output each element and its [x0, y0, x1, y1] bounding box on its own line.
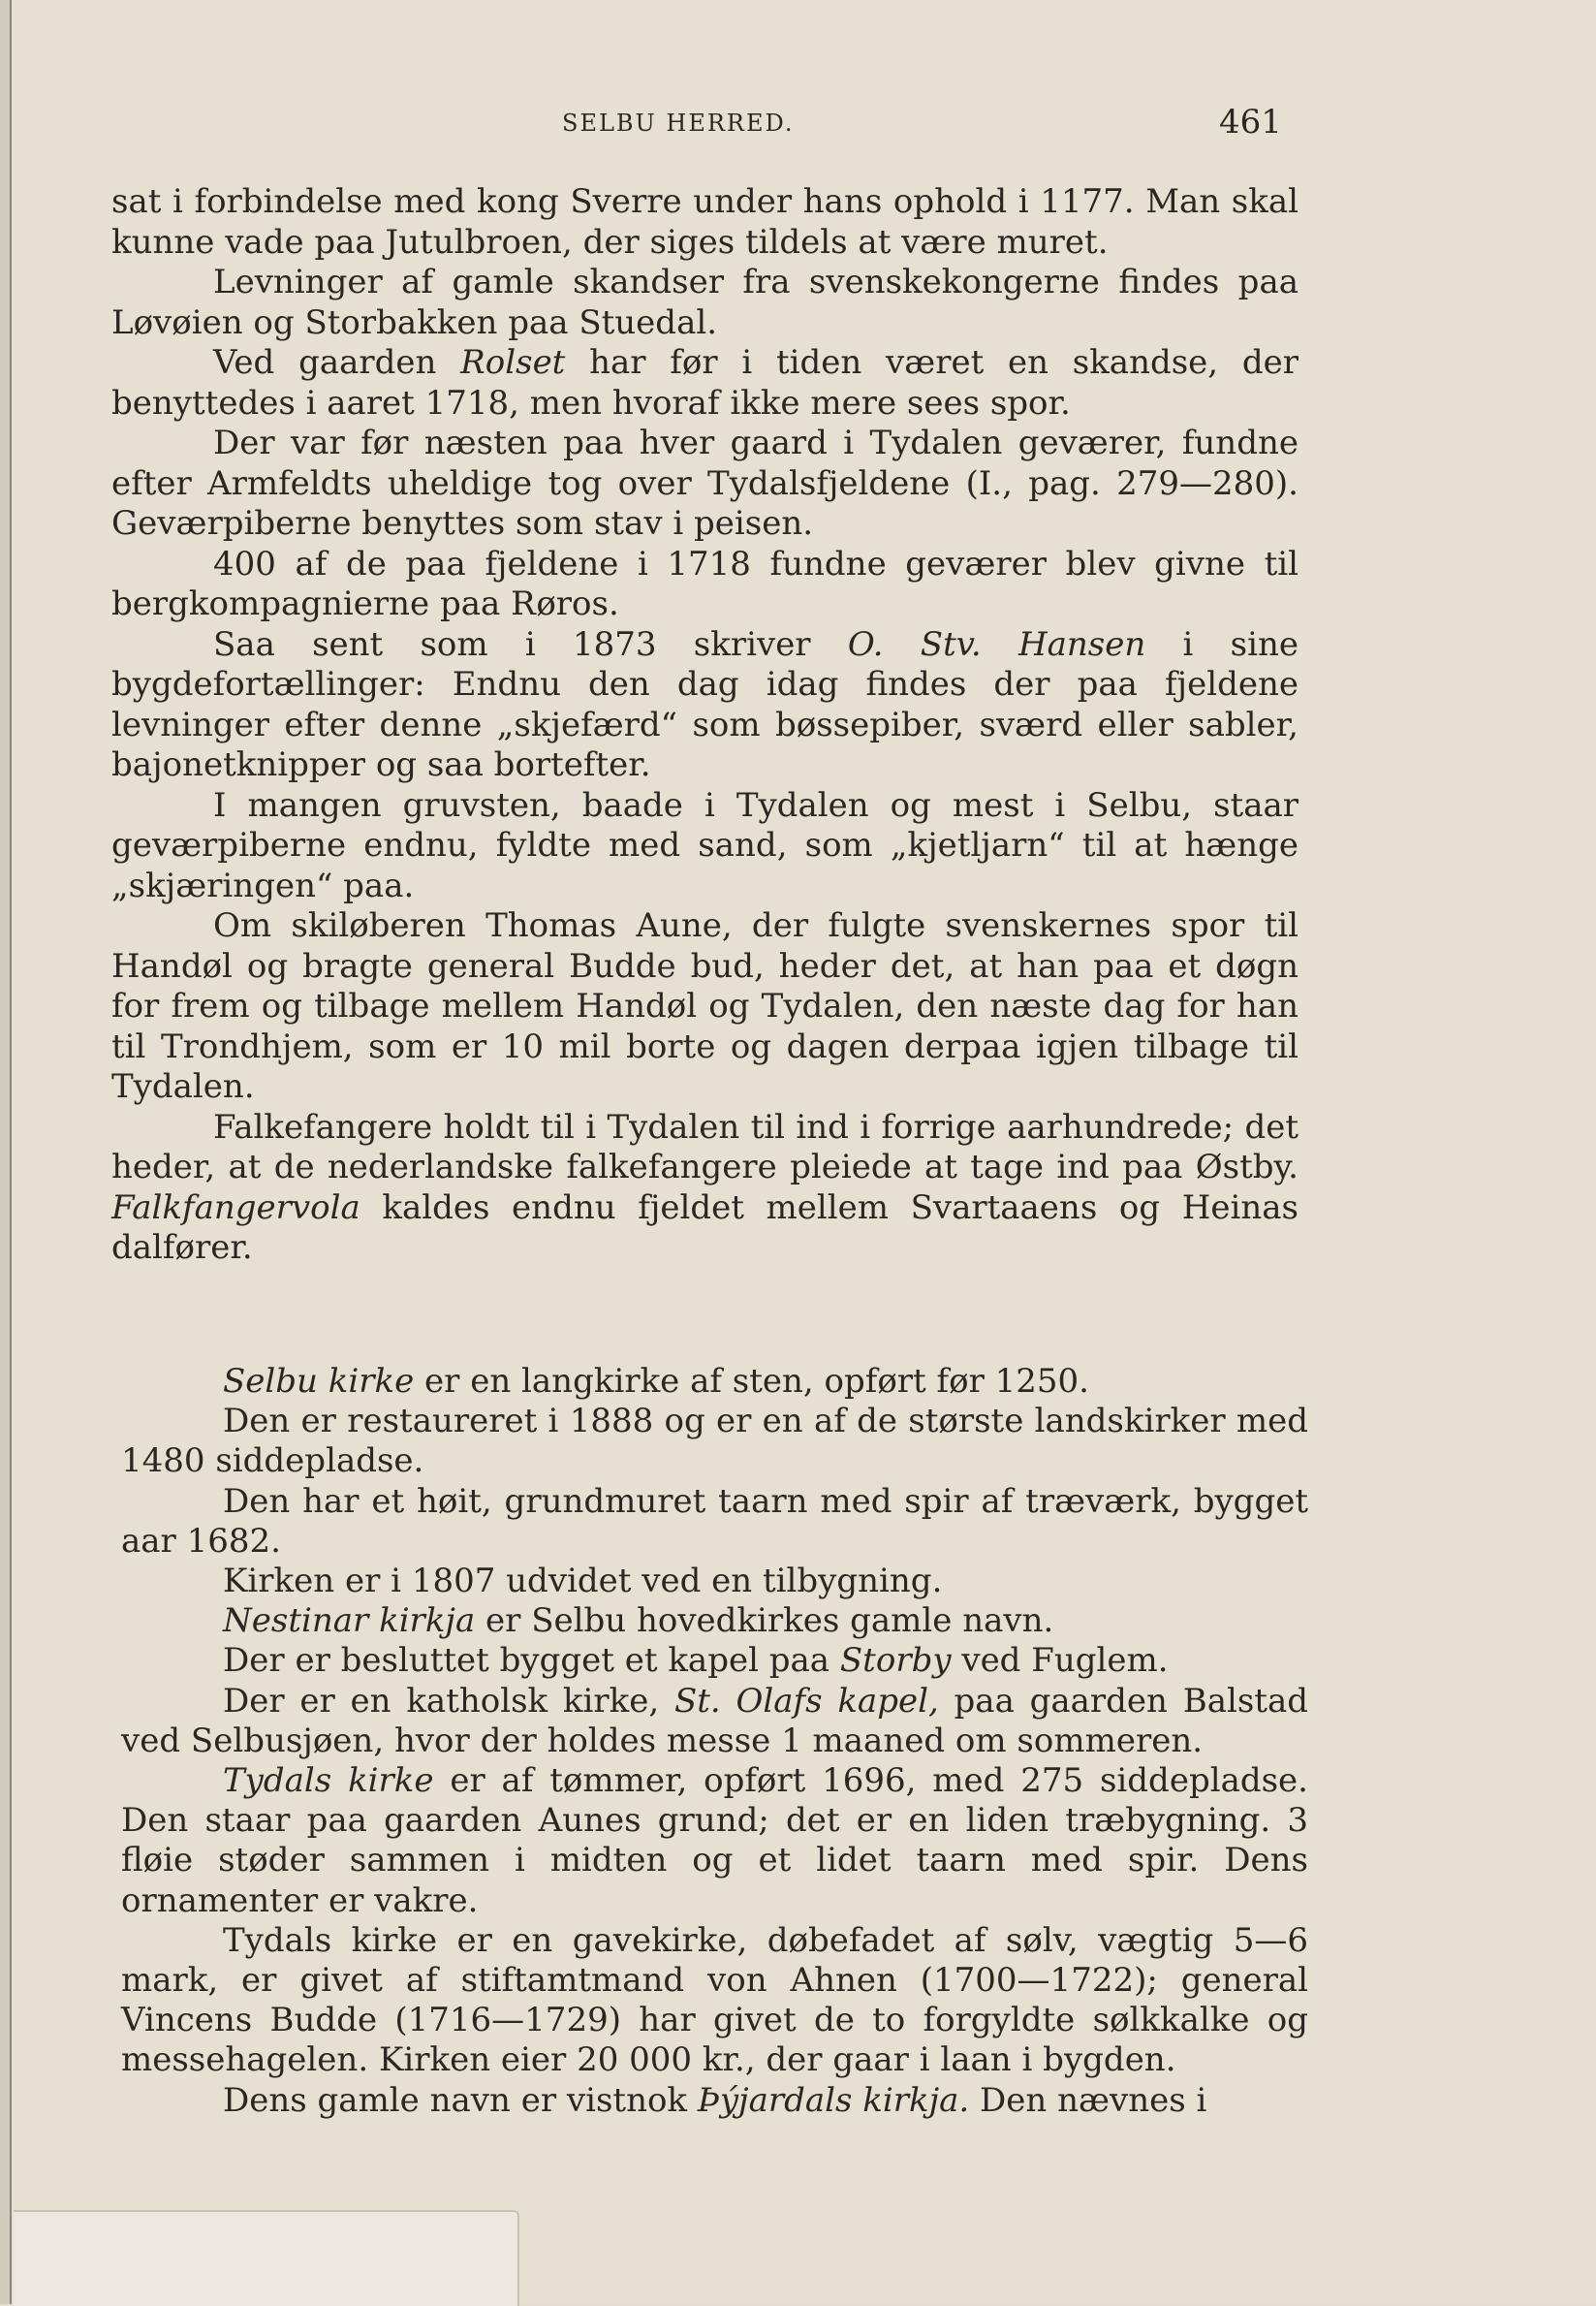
text-run: Der er besluttet bygget et kapel paa	[223, 1641, 840, 1681]
text-run: Den nævnes i	[969, 2080, 1207, 2120]
paragraph	[121, 1682, 1308, 1761]
paragraph	[111, 424, 1299, 545]
text-run: Den har et høit, grundmuret taarn med spir af træværk, bygget aar 1682.	[121, 1481, 1308, 1561]
paper-slip	[14, 2210, 519, 2306]
paragraph	[121, 1601, 1308, 1641]
text-run: er en langkirke af sten, opført før 1250.	[414, 1362, 1089, 1401]
italic-term: Storby	[839, 1641, 952, 1681]
paragraph	[121, 1562, 1308, 1601]
paragraph	[111, 786, 1299, 907]
paragraph	[111, 263, 1299, 343]
text-run: Dens gamle navn er vistnok	[223, 2080, 698, 2120]
text-run: paa gaarden Balstad ved Selbusjøen, hvor der holdes messe 1 maaned om sommeren.	[121, 1681, 1308, 1760]
italic-term: Selbu kirke	[223, 1362, 415, 1401]
text-block-bottom	[121, 1362, 1308, 2121]
text-run: Der er en katholsk kirke,	[223, 1681, 674, 1721]
paragraph	[121, 1362, 1308, 1402]
paragraph	[111, 343, 1299, 424]
page-edge-shadow	[0, 0, 10, 2304]
text-run: ved Fuglem.	[951, 1641, 1169, 1681]
italic-term: O. Stv. Hansen	[847, 624, 1146, 664]
italic-term: Rolset	[460, 343, 566, 382]
paragraph	[121, 1641, 1308, 1681]
paragraph	[121, 1482, 1308, 1562]
text-block-top	[111, 182, 1299, 1269]
paragraph	[111, 545, 1299, 625]
text-run: er af tømmer, opført 1696, med 275 siddepladse. Den staar paa gaarden Aunes grund; det er en liden træbygning. 3 fløie støder sammen i midten og et lidet taarn med spir. Dens ornamenter er vakre.	[121, 1761, 1308, 1920]
binding-line	[10, 0, 12, 2304]
text-run: 400 af de paa fjeldene i 1718 fundne geværer blev givne til bergkompagnierne paa Røros.	[111, 544, 1299, 623]
text-run: Ved gaarden	[213, 343, 461, 382]
italic-term: Nestinar kirkja	[223, 1601, 476, 1641]
italic-term: Falkfangervola	[111, 1187, 360, 1227]
text-run: Falkefangere holdt til i Tydalen til ind i forrige aarhundrede; det heder, at de nederlandske falkefangere pleiede at tage ind paa Østby.	[111, 1107, 1299, 1186]
text-run: i sine bygdefortællinger: Endnu den dag idag findes der paa fjeldene levninger efter denne „skjefærd“ som bøssepiber, sværd eller sabler, bajonetknipper og saa bortefter.	[111, 624, 1299, 784]
text-run: Den er restaureret i 1888 og er en af de største landskirker med 1480 siddepladse.	[121, 1402, 1308, 1481]
paragraph	[111, 906, 1299, 1108]
italic-term: Þýjardals kirkja.	[697, 2080, 970, 2120]
text-run: Der var før næsten paa hver gaard i Tydalen geværer, fundne efter Armfeldts uheldige tog over Tydalsfjeldene (I., pag. 279—280). Geværpiberne benyttes som stav i peisen.	[111, 424, 1299, 543]
text-run: Saa sent som i 1873 skriver	[213, 624, 848, 664]
text-run: Kirken er i 1807 udvidet ved en tilbygning.	[223, 1562, 943, 1601]
paragraph	[121, 1761, 1308, 1921]
text-run: har før i tiden været en skandse, der benyttedes i aaret 1718, men hvoraf ikke mere sees spor.	[111, 343, 1299, 423]
text-run: Levninger af gamle skandser fra svenskekongerne findes paa Løvøien og Storbakken paa Stuedal.	[111, 263, 1299, 342]
paragraph	[121, 1402, 1308, 1481]
text-run: Tydals kirke er en gavekirke, døbefadet af sølv, vægtig 5—6 mark, er givet af stiftamtmand von Ahnen (1700—1722); general Vincens Budde (1716—1729) har givet de to forgyldte sølkkalke og messehagelen. Kirken eier 20 000 kr., der gaar i laan i bygden.	[121, 1920, 1308, 2080]
italic-term: Tydals kirke	[223, 1761, 434, 1801]
paragraph	[111, 625, 1299, 786]
paragraph	[111, 1108, 1299, 1269]
paragraph	[111, 182, 1299, 263]
text-run: I mangen gruvsten, baade i Tydalen og mest i Selbu, staar geværpiberne endnu, fyldte med sand, som „kjetljarn“ til at hænge „skjæringen“ paa.	[111, 785, 1299, 905]
text-run: er Selbu hovedkirkes gamle navn.	[475, 1601, 1054, 1641]
text-run: Om skiløberen Thomas Aune, der fulgte svenskernes spor til Handøl og bragte general Budde bud, heder det, at han paa et døgn for frem og tilbage mellem Handøl og Tydalen, den næste dag for han til Trondhjem, som er 10 mil borte og dagen derpaa igjen tilbage til Tydalen.	[111, 906, 1299, 1106]
page-number: 461	[1219, 103, 1282, 142]
paragraph	[121, 2081, 1308, 2121]
paragraph	[121, 1921, 1308, 2081]
running-head: SELBU HERRED.	[562, 110, 795, 137]
text-run: sat i forbindelse med kong Sverre under hans ophold i 1177. Man skal kunne vade paa Jutulbroen, der siges tildels at være muret.	[111, 182, 1299, 262]
text-run: kaldes endnu fjeldet mellem Svartaaens og Heinas dalfører.	[111, 1187, 1299, 1267]
italic-term: St. Olafs kapel,	[673, 1681, 939, 1721]
